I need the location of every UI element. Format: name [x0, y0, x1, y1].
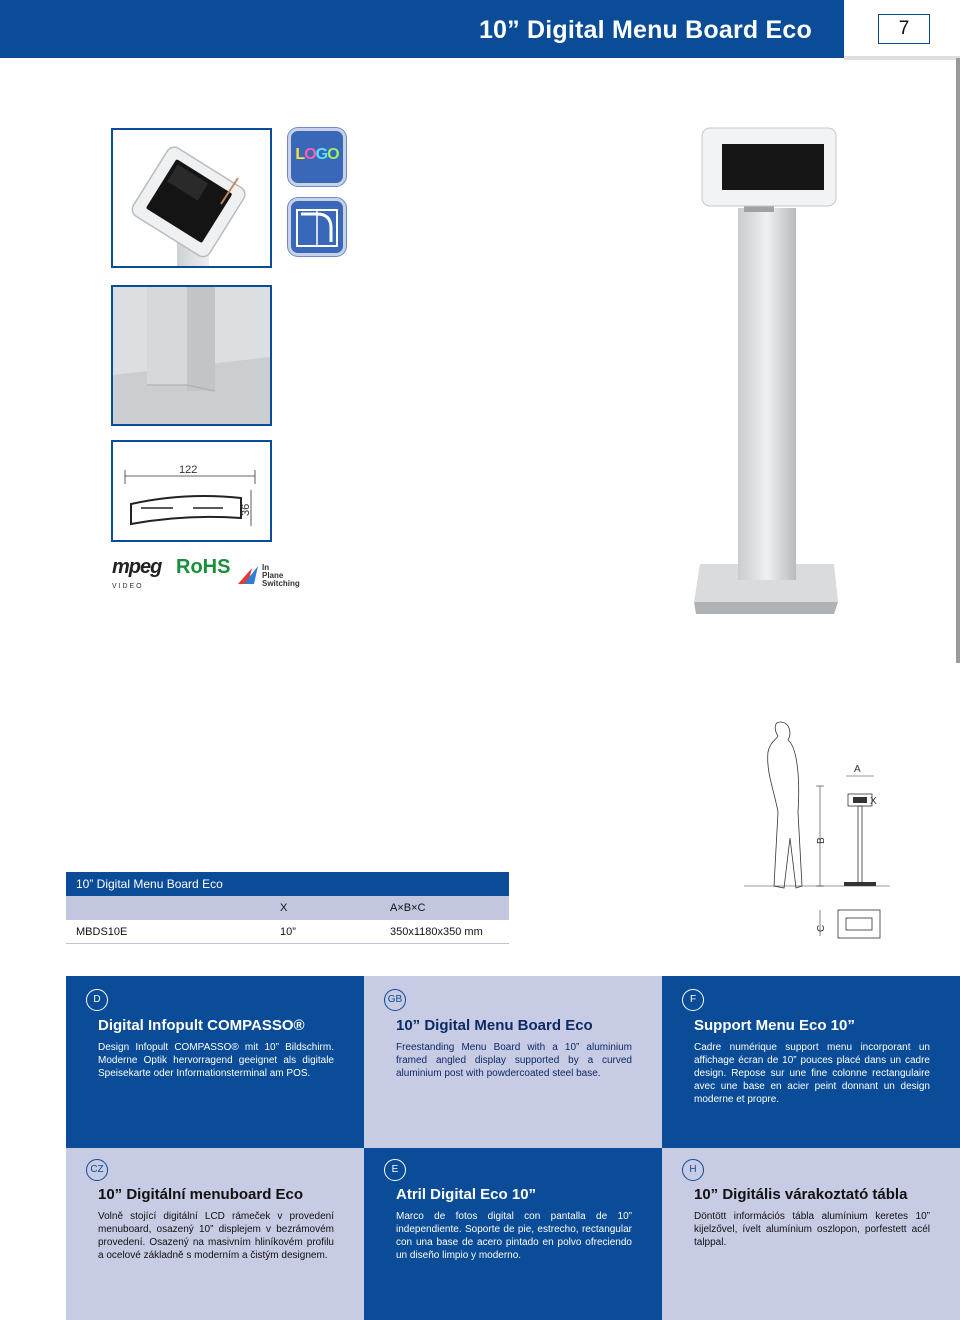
right-rail — [956, 58, 960, 663]
lang-badge-h: H — [682, 1159, 704, 1181]
spec-table-header — [66, 896, 509, 920]
block-title-e: Atril Digital Eco 10” — [396, 1186, 537, 1203]
ips-swoosh-icon — [236, 562, 262, 588]
ips-logo: In Plane Switching — [236, 556, 316, 596]
lang-badge-d: D — [86, 989, 108, 1011]
block-text-gb: Freestanding Menu Board with a 10” aluminium framed angled display supported by a curved aluminium post with powdercoated steel base. — [396, 1042, 632, 1079]
model-cell: MBDS10E — [76, 926, 128, 938]
product-photo-main — [688, 124, 848, 624]
page-title: 10” Digital Menu Board Eco — [478, 16, 812, 44]
spec-table-title: 10” Digital Menu Board Eco — [66, 872, 509, 896]
dimensions-cell: 350x1180x350 mm — [390, 926, 483, 938]
dimension-x-label: X — [870, 796, 877, 807]
block-text-d: Design Infopult COMPASSO® mit 10” Bildschirm. Moderne Optik hervorragend geeignet als digitale Speisekarte oder Informationsterminal am POS. — [98, 1042, 334, 1079]
block-title-f: Support Menu Eco 10” — [694, 1017, 855, 1034]
width-label: 122 — [179, 464, 198, 476]
block-text-f: Cadre numérique support menu incorporant un affichage écran de 10” pouces placé dans un cadre design. Repose sur une fine colonne rectangulaire avec une base en acier peint donnant un design moderne et propre. — [694, 1042, 930, 1105]
lang-badge-gb: GB — [384, 989, 406, 1011]
dimension-b-label: B — [816, 837, 827, 844]
product-photo-top — [111, 128, 272, 268]
header-bar — [0, 0, 844, 58]
table-row — [66, 920, 509, 944]
lang-badge-e: E — [384, 1159, 406, 1181]
mpeg-logo: mpeg V I D E O — [112, 556, 162, 590]
block-title-cz: 10” Digitální menuboard Eco — [98, 1186, 304, 1203]
block-title-d: Digital Infopult COMPASSO® — [98, 1017, 305, 1034]
logo-icon: LOGO — [288, 128, 346, 186]
block-title-h: 10” Digitális várakoztató tábla — [694, 1186, 908, 1203]
product-photo-detail — [111, 285, 272, 426]
dimension-a-label: A — [854, 764, 861, 775]
profile-drawing — [111, 440, 272, 542]
column-abc: A×B×C — [390, 902, 426, 914]
rounded-corner-icon — [288, 198, 346, 256]
lang-badge-cz: CZ — [86, 1159, 108, 1181]
lang-badge-f: F — [682, 989, 704, 1011]
block-text-cz: Volně stojící digitální LCD rámeček v provedení menuboard, osazený 10” displejem v bezrámovém provedení. Osazený na masivním hliníkovém profilu a ocelové základně s moderním a čistým designem. — [98, 1211, 334, 1261]
page-number: 7 — [878, 14, 930, 44]
block-text-h: Döntött információs tábla alumínium keretes 10” kijelzővel, ívelt alumínium oszlopon, porfestett acél talppal. — [694, 1211, 930, 1248]
rail-cap — [844, 56, 960, 60]
height-label: 36 — [240, 503, 252, 516]
column-x: X — [280, 902, 288, 914]
screen-size-cell: 10” — [280, 926, 296, 938]
size-diagram — [740, 712, 890, 952]
block-text-e: Marco de fotos digital con pantalla de 10” independiente. Soporte de pie, estrecho, rectangular con una base de acero pintado en polvo ofreciendo un diseño limpio y moderno. — [396, 1211, 632, 1261]
block-title-gb: 10” Digital Menu Board Eco — [396, 1017, 593, 1034]
dimension-c-label: C — [816, 924, 827, 932]
rohs-logo: RoHS — [176, 556, 231, 578]
